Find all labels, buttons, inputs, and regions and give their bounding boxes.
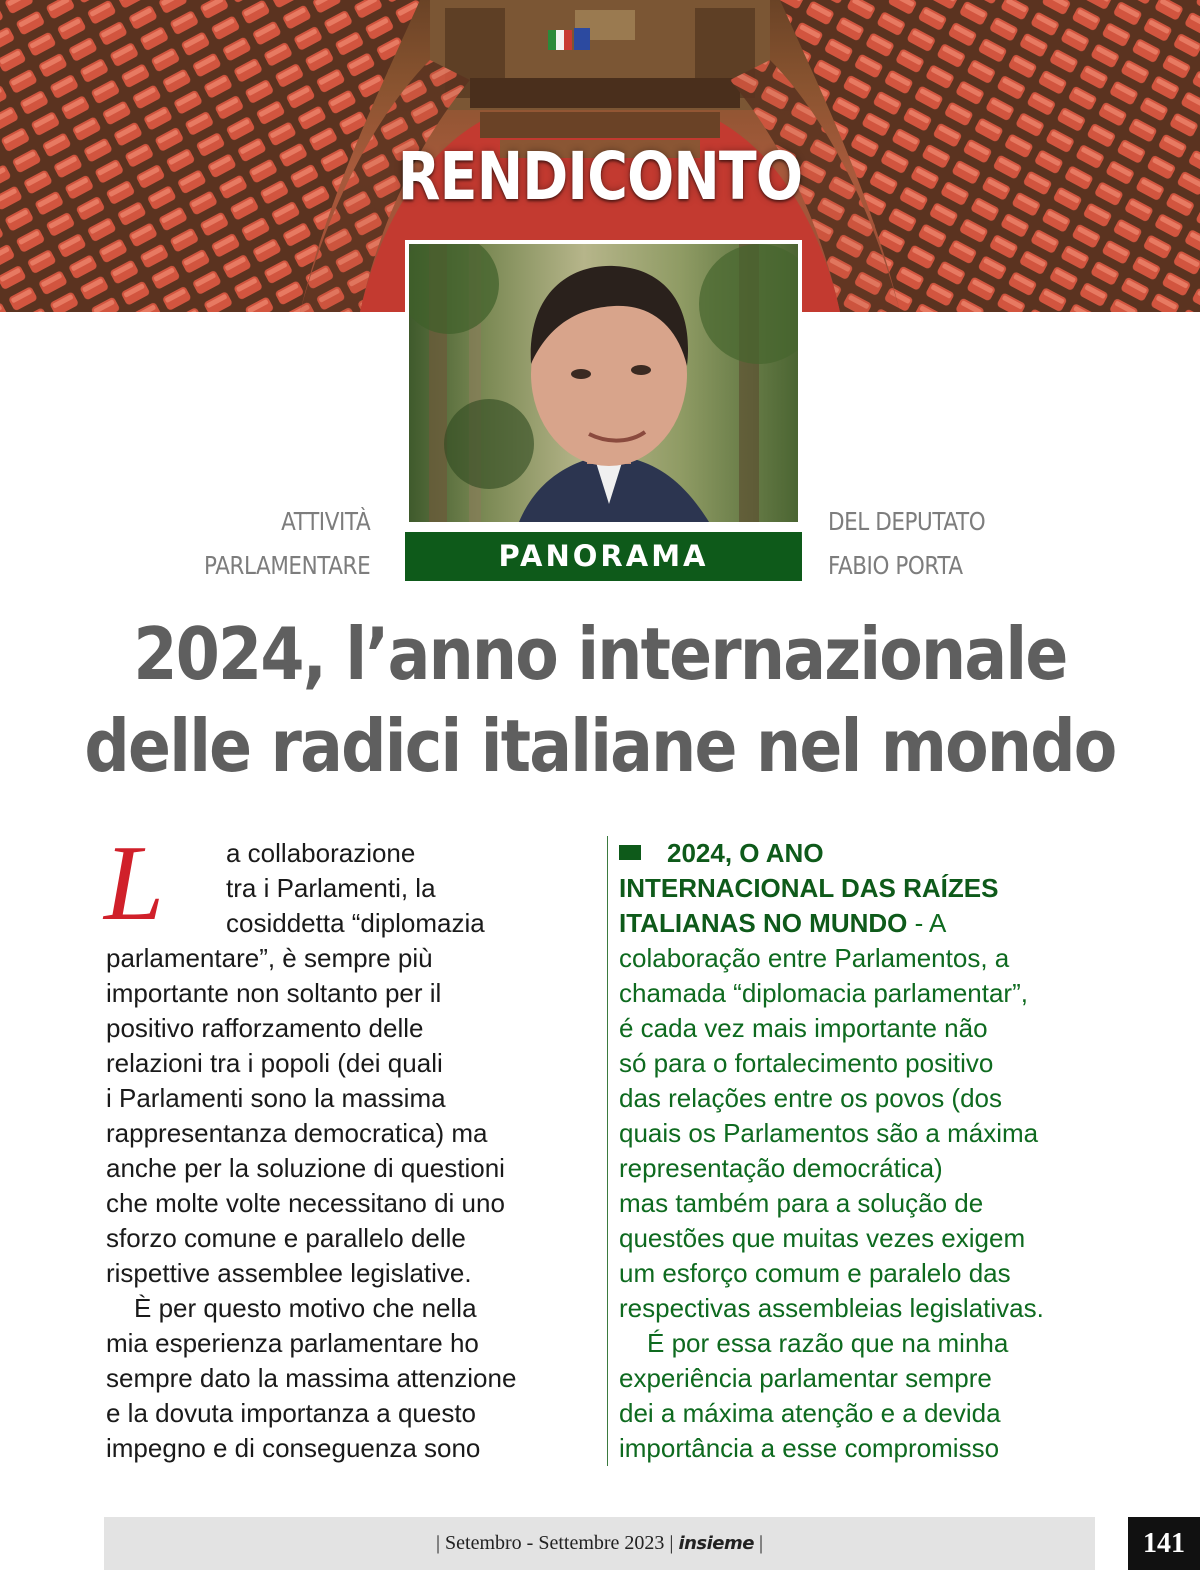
pt-line: colaboração entre Parlamentos, a	[619, 943, 1010, 973]
italian-text-column	[104, 824, 586, 1466]
pt-line: só para o fortalecimento positivo	[619, 1048, 994, 1078]
pt-line: experiência parlamentar sempre	[619, 1363, 992, 1393]
it-line: relazioni tra i popoli (dei quali	[106, 1048, 443, 1078]
it-line: parlamentare”, è sempre più	[106, 943, 433, 973]
footer-separator: |	[753, 1532, 763, 1554]
it-line: i Parlamenti sono la massima	[106, 1083, 446, 1113]
pt-line: chamada “diplomacia parlamentar”,	[619, 978, 1028, 1008]
it-line: cosiddetta “diplomazia	[226, 908, 485, 938]
pt-line: representação democrática)	[619, 1153, 943, 1183]
article-headline	[0, 608, 1200, 792]
column-divider	[607, 836, 608, 1466]
pt-heading-line	[619, 906, 1099, 941]
pt-line: respectivas assembleias legislativas.	[619, 1293, 1044, 1323]
it-line: a collaborazione	[226, 838, 416, 868]
pt-line: importância a esse compromisso	[619, 1433, 1000, 1463]
activity-label	[204, 500, 370, 588]
it-line: che molte volte necessitano di uno	[106, 1188, 505, 1218]
it-line: rappresentanza democratica) ma	[106, 1118, 488, 1148]
pt-heading-tail: - A	[907, 908, 947, 938]
it-line: sempre dato la massima attenzione	[106, 1363, 517, 1393]
it-line: rispettive assemblee legislative.	[106, 1258, 472, 1288]
pt-line: é cada vez mais importante não	[619, 1013, 988, 1043]
pt-heading-line: INTERNACIONAL DAS RAÍZES	[619, 873, 999, 903]
square-bullet-icon	[619, 845, 641, 860]
portrait-photo	[409, 244, 798, 522]
footer-separator: |	[436, 1532, 446, 1554]
magazine-brand: insieme	[678, 1533, 754, 1554]
pt-line: quais os Parlamentos são a máxima	[619, 1118, 1039, 1148]
pt-heading-text: ITALIANAS NO MUNDO	[619, 908, 908, 938]
pt-heading-text: 2024, O ANO	[667, 838, 824, 868]
panorama-badge: PANORAMA	[405, 532, 802, 581]
section-title: RENDICONTO	[397, 138, 803, 215]
pt-heading-line	[619, 836, 1099, 871]
pt-line: um esforço comum e paralelo das	[619, 1258, 1011, 1288]
pt-line: mas também para a solução de	[619, 1188, 984, 1218]
activity-label-line2: PARLAMENTARE	[203, 551, 370, 580]
it-line: e la dovuta importanza a questo	[106, 1398, 477, 1428]
it-line: È per questo motivo che nella	[134, 1293, 477, 1323]
footer-bar	[104, 1517, 1095, 1570]
drop-cap: L	[104, 824, 165, 943]
it-line: tra i Parlamenti, la	[226, 873, 436, 903]
it-line: anche per la soluzione di questioni	[106, 1153, 505, 1183]
footer-separator: |	[664, 1532, 679, 1554]
it-line: impegno e di conseguenza sono	[106, 1433, 481, 1463]
deputy-label-line2: FABIO PORTA	[828, 551, 963, 580]
it-line: sforzo comune e parallelo delle	[106, 1223, 466, 1253]
it-line: mia esperienza parlamentare ho	[106, 1328, 479, 1358]
issue-date: Setembro - Settembre 2023	[445, 1532, 665, 1554]
headline-line1: 2024, l’anno internazionale	[133, 612, 1067, 696]
headline-line2: delle radici italiane nel mondo	[84, 704, 1116, 788]
portuguese-text-column	[619, 836, 1099, 1466]
deputy-label	[828, 500, 985, 588]
activity-label-line1: ATTIVITÀ	[280, 507, 370, 536]
pt-line: questões que muitas vezes exigem	[619, 1223, 1026, 1253]
page-number: 141	[1128, 1517, 1200, 1570]
pt-line: dei a máxima atenção e a devida	[619, 1398, 1001, 1428]
pt-line: das relações entre os povos (dos	[619, 1083, 1002, 1113]
deputy-label-line1: DEL DEPUTATO	[828, 507, 986, 536]
it-line: importante non soltanto per il	[106, 978, 442, 1008]
portrait-illustration	[409, 244, 798, 522]
pt-line: É por essa razão que na minha	[647, 1328, 1009, 1358]
deputy-portrait	[405, 240, 802, 522]
it-line: positivo rafforzamento delle	[106, 1013, 424, 1043]
